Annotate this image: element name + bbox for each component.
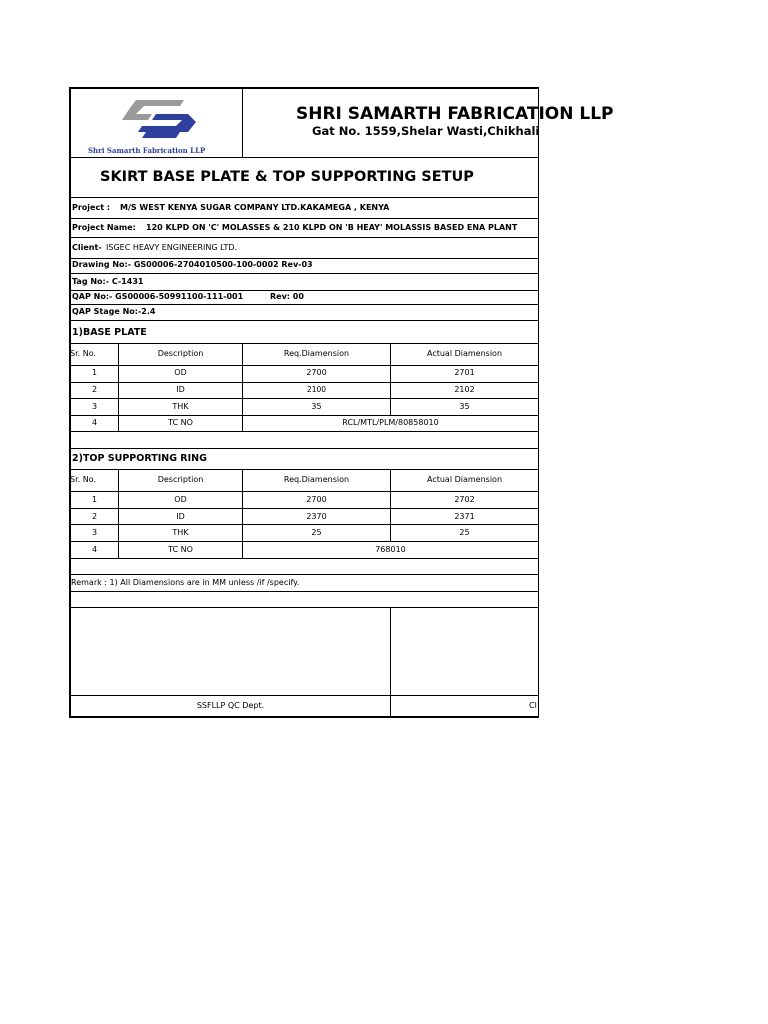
table-cell: 4 — [91, 418, 98, 427]
table-cell: 3 — [91, 402, 98, 411]
row-line — [69, 431, 539, 432]
project-name-label: Project Name: — [72, 223, 136, 232]
qap-stage: QAP Stage No:-2.4 — [72, 307, 156, 316]
table-cell: 2 — [91, 385, 98, 394]
section1-title: 1)BASE PLATE — [72, 327, 147, 338]
header-description: Description — [157, 349, 204, 358]
table-cell: THK — [172, 528, 189, 537]
table-cell: 2700 — [306, 495, 327, 504]
table-cell: 1 — [91, 368, 98, 377]
row-line — [69, 469, 539, 470]
tc-number: RCL/MTL/PLM/80858010 — [342, 418, 439, 427]
client-value: ISGEC HEAVY ENGINEERING LTD. — [106, 243, 238, 252]
report-title: SKIRT BASE PLATE & TOP SUPPORTING SETUP — [100, 169, 474, 185]
row-line — [69, 415, 539, 416]
col-line — [390, 607, 391, 717]
tc-number: 768010 — [375, 545, 406, 554]
top-border — [69, 87, 539, 89]
header-bottom-line — [69, 157, 539, 158]
row-line — [69, 558, 539, 559]
logo-caption: Shri Samarth Fabrication LLP — [88, 146, 206, 155]
row-line — [69, 695, 539, 696]
row-line — [69, 591, 539, 592]
signature-client: Cl — [529, 701, 537, 710]
right-border — [538, 87, 539, 717]
qap-revision: Rev: 00 — [270, 292, 304, 301]
table-cell: OD — [174, 495, 187, 504]
table-cell: THK — [172, 402, 189, 411]
table-cell: 2700 — [306, 368, 327, 377]
table-cell: 2370 — [306, 512, 327, 521]
logo-divider — [242, 88, 243, 158]
title-bottom-line — [69, 197, 539, 198]
table-cell: 2371 — [454, 512, 475, 521]
row-line — [69, 607, 539, 608]
header-actual: Actual Diamension — [426, 475, 503, 484]
bottom-border — [69, 716, 539, 718]
tag-number: Tag No:- C-1431 — [72, 277, 144, 286]
header-req: Req.Diamension — [283, 475, 350, 484]
header-actual: Actual Diamension — [426, 349, 503, 358]
row-line — [69, 524, 539, 525]
header-sr: Sr. No. — [70, 349, 96, 358]
drawing-number: Drawing No:- GS00006-2704010500-100-0002 Rev-03 — [72, 260, 313, 269]
row-line — [69, 382, 539, 383]
table-cell: 2102 — [454, 385, 475, 394]
row-line — [69, 218, 539, 219]
header-description: Description — [157, 475, 204, 484]
table-cell: 2 — [91, 512, 98, 521]
row-line — [69, 448, 539, 449]
signature-qc-dept: SSFLLP QC Dept. — [196, 701, 265, 710]
row-line — [69, 365, 539, 366]
table-cell: 1 — [91, 495, 98, 504]
row-line — [69, 343, 539, 344]
row-line — [69, 491, 539, 492]
company-address: Gat No. 1559,Shelar Wasti,Chikhali — [312, 124, 540, 138]
row-line — [69, 273, 539, 274]
table-cell: 2702 — [454, 495, 475, 504]
header-req: Req.Diamension — [283, 349, 350, 358]
row-line — [69, 508, 539, 509]
company-logo — [76, 92, 236, 156]
table-cell: ID — [176, 385, 185, 394]
row-line — [69, 258, 539, 259]
row-line — [69, 304, 539, 305]
left-border — [69, 87, 71, 717]
row-line — [69, 574, 539, 575]
section2-title: 2)TOP SUPPORTING RING — [72, 453, 207, 464]
row-line — [69, 541, 539, 542]
table-cell: 25 — [311, 528, 322, 537]
table-cell: 4 — [91, 545, 98, 554]
remark-text: Remark : 1) All Diamensions are in MM unless /if /specify. — [71, 578, 300, 587]
table-cell: 3 — [91, 528, 98, 537]
table-cell: 2701 — [454, 368, 475, 377]
project-label: Project : — [72, 203, 111, 212]
row-line — [69, 290, 539, 291]
qap-number: QAP No:- GS00006-50991100-111-001 — [72, 292, 244, 301]
row-line — [69, 237, 539, 238]
table-cell: ID — [176, 512, 185, 521]
project-name-value: 120 KLPD ON 'C' MOLASSES & 210 KLPD ON 'B HEAY' MOLASSIS BASED ENA PLANT — [146, 223, 518, 232]
table-cell: TC NO — [168, 545, 193, 554]
company-name: SHRI SAMARTH FABRICATION LLP — [296, 104, 614, 124]
project-value: M/S WEST KENYA SUGAR COMPANY LTD.KAKAMEGA , KENYA — [120, 203, 390, 212]
table-cell: 35 — [311, 402, 322, 411]
table-cell: 25 — [459, 528, 470, 537]
table-cell: OD — [174, 368, 187, 377]
logo-bottom-tail — [142, 132, 180, 138]
table-cell: TC NO — [168, 418, 193, 427]
table-cell: 2100 — [306, 385, 327, 394]
row-line — [69, 398, 539, 399]
client-label: Client- — [72, 243, 102, 252]
logo-icon — [76, 92, 236, 144]
row-line — [69, 320, 539, 321]
table-cell: 35 — [459, 402, 470, 411]
header-sr: Sr. No. — [70, 475, 96, 484]
